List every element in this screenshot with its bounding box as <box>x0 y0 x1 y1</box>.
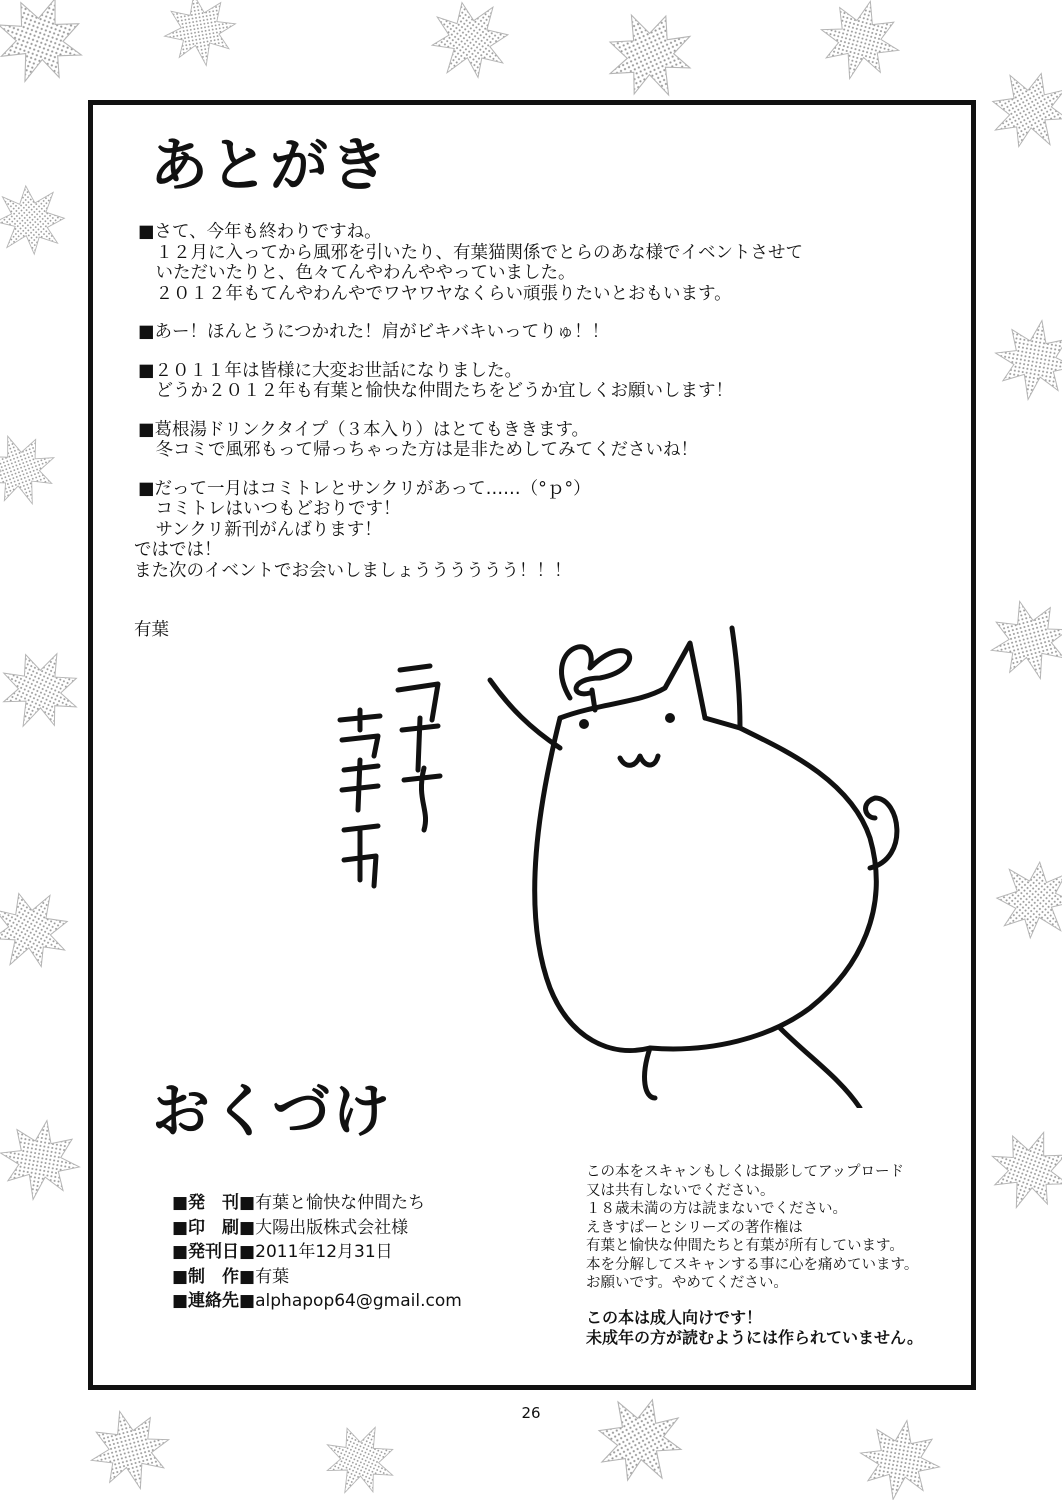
colophon-value: 有葉 <box>255 1266 290 1287</box>
text-line: コミトレはいつもどおりです！ <box>138 499 401 519</box>
colophon-label: ■印 刷■ <box>172 1217 256 1238</box>
colophon-label: ■制 作■ <box>172 1266 256 1287</box>
text-line: ■２０１１年は皆様に大変お世話になりました。 <box>138 360 523 381</box>
colophon-row <box>172 1216 462 1241</box>
colophon-value: alphapop64@gmail.com <box>255 1291 462 1311</box>
colophon-value: 2011年12月31日 <box>255 1242 393 1262</box>
afterword-closing <box>134 540 572 582</box>
afterword-paragraph-2 <box>138 322 938 343</box>
handwritten-note <box>320 660 460 900</box>
text-line: ではでは！ <box>134 540 222 560</box>
text-line: 本を分解してスキャンする事に心を痛めています。 <box>586 1256 919 1273</box>
afterword-heading: あとがき <box>150 131 391 199</box>
afterword-paragraph-4 <box>138 420 938 461</box>
afterword-body <box>138 222 938 558</box>
text-line: お願いです。やめてください。 <box>586 1275 788 1291</box>
signature: 有葉 <box>134 620 169 640</box>
text-line: この本をスキャンもしくは撮影してアップロード <box>586 1164 904 1180</box>
colophon-label: ■連絡先■ <box>172 1291 256 1311</box>
text-line: どうか２０１２年も有葉と愉快な仲間たちをどうか宜しくお願いします！ <box>138 381 733 401</box>
colophon-table <box>172 1191 462 1314</box>
colophon-value: 大陽出版株式会社様 <box>255 1217 409 1238</box>
cat-illustration <box>480 608 910 1108</box>
copyright-notice <box>586 1163 918 1293</box>
colophon-row <box>172 1191 462 1216</box>
text-line: １８歳未満の方は読まないでください。 <box>586 1201 847 1217</box>
text-line: １２月に入ってから風邪を引いたり、有葉猫関係でとらのあな様でイベントさせて <box>138 242 803 263</box>
text-line: 有葉と愉快な仲間たちと有葉が所有しています。 <box>586 1238 904 1254</box>
text-line: ■あー！ほんとうにつかれた！肩がビキバキいってりゅ！！ <box>138 322 610 342</box>
colophon-row <box>172 1289 462 1314</box>
page-number: 26 <box>521 1404 541 1422</box>
text-line: ■葛根湯ドリンクタイプ（３本入り）はとてもききます。 <box>138 419 590 440</box>
colophon-value: 有葉と愉快な仲間たち <box>255 1193 426 1213</box>
afterword-paragraph-5 <box>138 479 938 541</box>
colophon-row <box>172 1265 462 1290</box>
text-line: サンクリ新刊がんばります！ <box>138 519 382 540</box>
colophon-label: ■発 刊■ <box>172 1193 256 1213</box>
text-line: 冬コミで風邪もって帰っちゃった方は是非ためしてみてくださいね！ <box>138 440 698 460</box>
afterword-paragraph-3 <box>138 361 938 402</box>
text-line: ２０１２年もてんやわんやでワヤワヤなくらい頑張りたいとおもいます。 <box>138 283 732 304</box>
text-line: この本は成人向けです！ <box>586 1308 763 1327</box>
colophon-label: ■発刊日■ <box>172 1242 256 1262</box>
text-line: ■だって一月はコミトレとサンクリがあって……（°ｐ°） <box>138 478 591 499</box>
text-line: 又は共有しないでください。 <box>586 1182 775 1199</box>
text-line: ■さて、今年も終わりですね。 <box>138 222 382 242</box>
text-line: また次のイベントでお会いしましょうううううう！！！ <box>134 561 572 581</box>
adult-warning <box>586 1308 923 1348</box>
text-line: 未成年の方が読むようには作られていません。 <box>586 1328 923 1347</box>
colophon-heading: おくづけ <box>152 1077 393 1145</box>
text-line: えきすぱーとシリーズの著作権は <box>586 1219 803 1236</box>
text-line: いただいたりと、色々てんやわんややっていました。 <box>138 263 576 283</box>
cat-eye-left <box>579 719 589 729</box>
cat-eye-right <box>665 713 675 723</box>
afterword-paragraph-1 <box>138 222 938 304</box>
colophon-row <box>172 1240 462 1265</box>
